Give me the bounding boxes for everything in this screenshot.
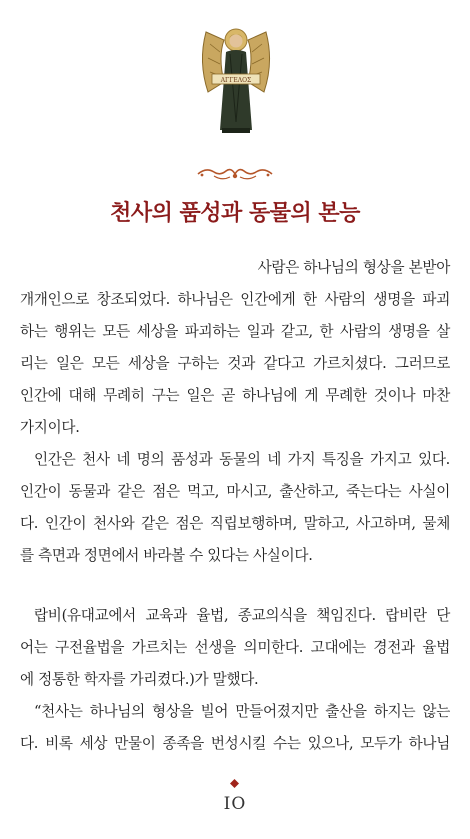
body-line: 랍비(유대교에서 교육과 율법, 종교의식을 책임진다. 랍비란 단	[34, 607, 450, 624]
body-line: 인간이 동물과 같은 점은 먹고, 마시고, 출산하고, 죽는다는 사실이	[20, 483, 450, 500]
diamond-icon	[230, 779, 239, 788]
body-line: 개개인으로 창조되었다. 하나님은 인간에게 한 사람의 생명을 파괴	[20, 291, 450, 308]
body-line: 인간에 대해 무례히 구는 일은 곧 하나님에 게 무례한 것이나 마찬	[20, 387, 450, 404]
body-line: 다. 비록 세상 만물이 종족을 번성시킬 수는 있으나, 모두가 하나님	[20, 735, 450, 752]
body-line: 가지이다.	[20, 419, 80, 436]
svg-text:ΑΓΓΕΛΟΣ: ΑΓΓΕΛΟΣ	[220, 77, 252, 84]
body-line: “천사는 하나님의 형상을 빌어 만들어졌지만 출산을 하지는 않는	[34, 703, 450, 720]
chapter-title: 천사의 품성과 동물의 본능	[110, 200, 360, 226]
flourish-ornament-icon	[196, 165, 274, 183]
page-number: IO	[223, 794, 247, 814]
body-line: 를 측면과 정면에서 바라볼 수 있다는 사실이다.	[20, 547, 313, 564]
body-line: 에 정통한 학자를 가리켰다.)가 말했다.	[20, 671, 259, 688]
body-line: 리는 일은 모든 세상을 구하는 것과 같다고 가르치셨다. 그러므로	[20, 355, 450, 372]
body-line: 사람은 하나님의 형상을 본받아	[257, 259, 450, 276]
body-line: 인간은 천사 네 명의 품성과 동물의 네 가지 특징을 가지고 있다.	[34, 451, 450, 468]
angel-icon	[196, 22, 276, 137]
body-line: 어는 구전율법을 가르치는 선생을 의미한다. 고대에는 경전과 율법	[20, 639, 450, 656]
body-line: 하는 행위는 모든 세상을 파괴하는 일과 같고, 한 사람의 생명을 살	[20, 323, 450, 340]
body-line: 다. 인간이 천사와 같은 점은 직립보행하며, 말하고, 사고하며, 물체	[20, 515, 450, 532]
